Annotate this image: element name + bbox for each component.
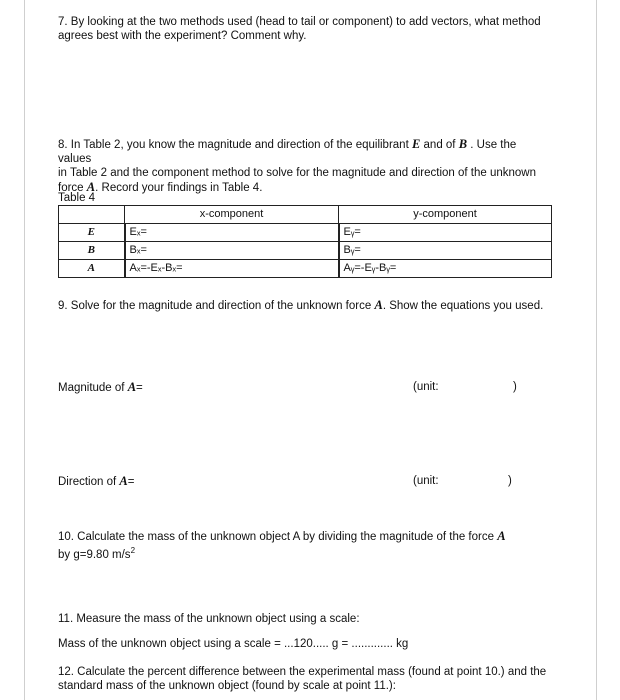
cell-ay[interactable]: Aᵧ=-Eᵧ-Bᵧ= [339,260,552,278]
cell-ex[interactable]: Eₓ= [125,224,339,242]
question-12-line-1: 12. Calculate the percent difference between the experimental mass (found at point 10.) and the [58,666,547,678]
direction-label [58,474,134,489]
question-8-line-2: values [58,153,92,165]
row-label-e: E [59,224,125,242]
question-8-text: and of [423,139,456,151]
question-9 [58,298,543,313]
magnitude-text: Magnitude of [58,382,125,394]
question-8-line-1 [58,137,536,152]
vector-a-symbol: A [119,474,128,488]
cell-by[interactable]: Bᵧ= [339,242,552,260]
question-8-line-3: in Table 2 and the component method to solve for the magnitude and direction of the unknown [58,167,536,179]
vector-a-symbol: A [127,380,137,394]
table-row [59,260,552,278]
question-8 [58,137,536,195]
question-10-line-1 [58,529,506,544]
table-4 [58,205,552,278]
table-header-row [59,206,552,224]
question-12 [58,665,546,693]
question-8-text: 8. In Table 2, you know the magnitude and direction of the equilibrant [58,139,409,151]
question-10 [58,529,506,562]
equals-sign: = [136,382,143,394]
row-label-b: B [59,242,125,260]
cell-ey[interactable]: Eᵧ= [339,224,552,242]
question-11: 11. Measure the mass of the unknown object using a scale: [58,613,360,625]
vector-e-symbol: E [411,137,421,151]
vector-a-symbol: A [497,529,506,543]
table-4-caption: Table 4 [58,192,96,204]
page-border-right [596,0,597,700]
row-label-a: A [59,260,125,278]
x-component-header: x-component [125,206,339,224]
question-9-text: 9. Solve for the magnitude and direction of the unknown force [58,300,372,312]
vector-b-symbol: B [458,137,468,151]
question-10-text: by g=9.80 m/s [58,548,131,561]
table-corner-cell [59,206,125,224]
question-10-line-2 [58,544,506,562]
direction-unit-label: (unit: [413,475,439,487]
magnitude-label [58,380,143,395]
question-7-line-1: 7. By looking at the two methods used (head to tail or component) to add vectors, what method [58,16,541,28]
question-10-text: 10. Calculate the mass of the unknown object A by dividing the magnitude of the force [58,531,494,543]
cell-ax[interactable]: Aₓ=-Eₓ-Bₓ= [125,260,339,278]
equals-sign: = [127,476,135,488]
magnitude-unit-label: (unit: [413,381,439,393]
question-8-text: . Record your findings in Table 4. [95,182,263,194]
question-7 [58,15,541,43]
cell-bx[interactable]: Bₓ= [125,242,339,260]
question-8-text: . Use the [470,139,517,151]
mass-by-scale-line: Mass of the unknown object using a scale = ...120..... g = ............. kg [58,638,409,650]
table-row [59,224,552,242]
question-7-line-2: agrees best with the experiment? Comment why. [58,30,307,42]
magnitude-unit-close: ) [513,381,517,393]
vector-a-symbol: A [374,298,383,312]
direction-unit-close: ) [508,475,512,487]
question-12-line-2: standard mass of the unknown object (found by scale at point 11.): [58,680,396,692]
question-8-line-4 [58,180,536,195]
question-9-text: . Show the equations you used. [382,300,544,312]
direction-text: Direction of [58,476,117,488]
exponent: 2 [130,546,136,555]
y-component-header: y-component [339,206,552,224]
vector-a-symbol: A [86,180,96,194]
page-border-left [24,0,25,700]
table-row [59,242,552,260]
question-8-text: force [58,182,84,194]
